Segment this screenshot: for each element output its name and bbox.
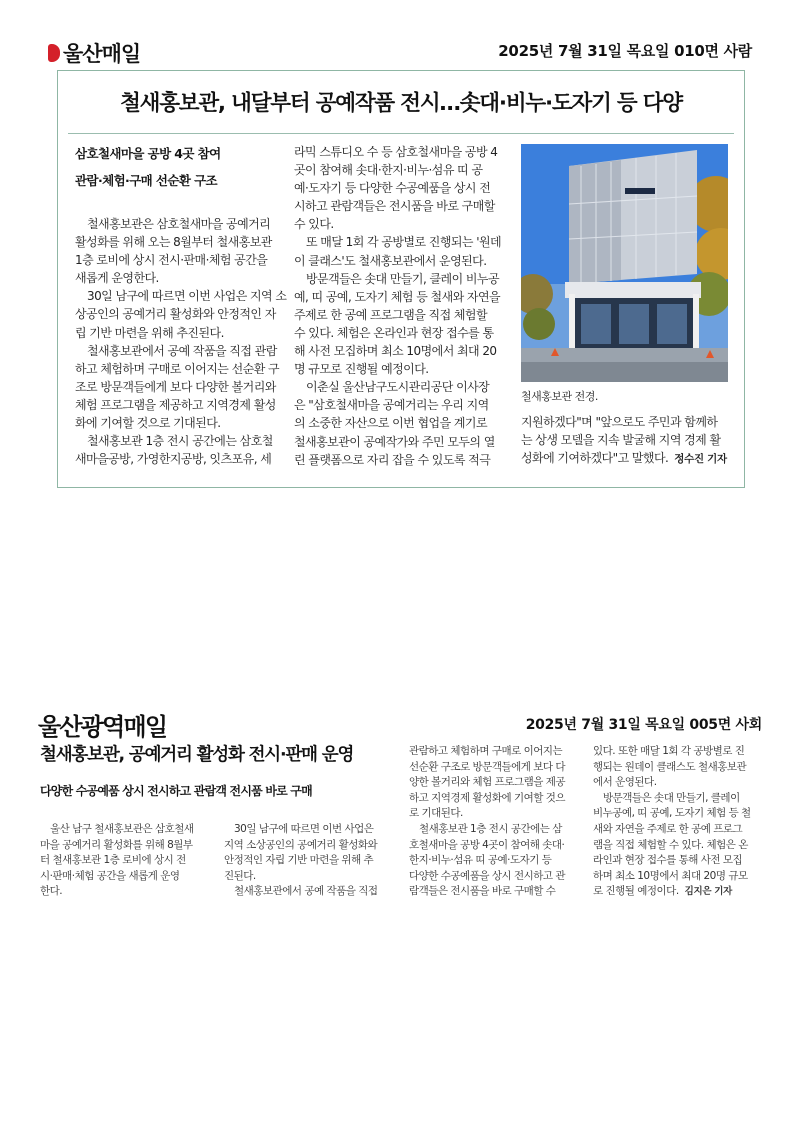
text-line: 철새홍보관 1층 전시 공간에는 삼호철 xyxy=(87,434,273,449)
headline-divider xyxy=(68,133,734,134)
subheadline-1: 삼호철새마을 공방 4곳 참여 xyxy=(75,146,221,161)
article2-column-2 xyxy=(224,822,396,904)
text-line: 조로 방문객들에게 보다 다양한 볼거리와 xyxy=(75,379,276,394)
text-line: 30일 남구에 따르면 이번 사업은 xyxy=(234,823,374,835)
text-line: 에서 운영된다. xyxy=(593,776,657,789)
text-line: 상공인의 공예거리 활성화와 안정적인 자 xyxy=(75,307,276,322)
text-line: 곳이 참여해 솟대·한지·비누·섬유 띠 공 xyxy=(294,163,483,178)
text-line: 방문객들은 솟대 만들기, 클레이 xyxy=(603,791,740,804)
clipping-1-header xyxy=(48,38,752,64)
text-line: 로 기대된다. xyxy=(409,807,463,820)
text-line: 한지·비누·섬유 띠 공예·도자기 등 xyxy=(409,854,552,867)
text-line-end: 로 진행될 예정이다. xyxy=(593,885,679,898)
text-line: 울산 남구 철새홍보관은 삼호철새 xyxy=(50,823,194,835)
text-line: 새마을공방, 가영한지공방, 잇츠포유, 세 xyxy=(75,452,272,467)
text-line: 램을 직접 체험할 수 있다. 체험은 온 xyxy=(593,838,748,851)
text-line: 진된다. xyxy=(224,869,256,882)
text-line: 람객들은 전시품을 바로 구매할 수 xyxy=(409,885,556,898)
article2-column-1 xyxy=(40,822,212,904)
newspaper-logo-ulsan-maeil xyxy=(48,38,140,68)
text-line: 화에 기여할 것으로 기대된다. xyxy=(75,416,221,431)
text-line: 라믹 스튜디오 수 등 삼호철새마을 공방 4 xyxy=(294,145,498,159)
byline: 정수진 기자 xyxy=(674,453,727,466)
text-line: 관람하고 체험하며 구매로 이어지는 xyxy=(409,745,563,757)
text-line: 시하고 관람객들은 전시품을 바로 구매할 xyxy=(294,199,495,214)
publication-date-line-2: 2025년 7월 31일 목요일 005면 사회 xyxy=(525,717,762,733)
text-line: 하고 지역경제 활성화에 기여할 것으 xyxy=(409,791,565,804)
text-line: 의 소중한 자산으로 이번 협업을 계기로 xyxy=(294,416,487,431)
building-photo-illustration xyxy=(521,144,728,382)
text-line xyxy=(521,449,739,468)
text-line: 지원하겠다"며 "앞으로도 주민과 함께하 xyxy=(521,415,718,429)
text-line-end: 성화에 기여하겠다"고 말했다. xyxy=(521,451,669,466)
text-line: 시·판매·체험 공간을 새롭게 운영 xyxy=(40,869,180,882)
text-line: 30일 남구에 따르면 이번 사업은 지역 소 xyxy=(87,289,287,304)
text-line: 수 있다. 체험은 온라인과 현장 접수를 통 xyxy=(294,325,494,340)
article-column-1 xyxy=(75,215,290,481)
text-line: 행되는 원데이 클래스도 철새홍보관 xyxy=(593,760,747,773)
text-line: 있다. 또한 매달 1회 각 공방별로 진 xyxy=(593,745,745,757)
text-line: 선순환 구조로 방문객들에게 보다 다 xyxy=(409,760,565,773)
text-line: 주제로 한 공예 프로그램을 직접 체험할 xyxy=(294,307,487,322)
text-line: 해 사전 모집하며 최소 10명에서 최대 20 xyxy=(294,344,497,359)
text-line: 새와 자연을 주제로 한 공예 프로그 xyxy=(593,822,743,835)
text-line: 체험 프로그램을 제공하고 지역경제 활성 xyxy=(75,397,276,412)
text-line: 양한 볼거리와 체험 프로그램을 제공 xyxy=(409,776,565,789)
text-line: 1층 로비에 상시 전시·판매·체험 공간을 xyxy=(75,253,268,268)
text-line: 마을 공예거리 활성화를 위해 8월부 xyxy=(40,838,193,851)
text-line xyxy=(593,884,765,900)
text-line: 명 규모로 진행될 예정이다. xyxy=(294,362,429,377)
text-line: 철새홍보관에서 공예 작품을 직접 xyxy=(234,885,378,898)
text-line: 새롭게 운영한다. xyxy=(75,271,159,286)
text-line: 철새홍보관은 삼호철새마을 공예거리 xyxy=(87,217,271,231)
text-line: 지역 소상공인의 공예거리 활성화와 xyxy=(224,838,378,851)
article-column-3 xyxy=(521,413,739,473)
text-line: 예, 띠 공예, 도자기 체험 등 철새와 자연을 xyxy=(294,289,501,304)
headline: 철새홍보관, 내달부터 공예작품 전시…솟대·비누·도자기 등 다양 xyxy=(120,91,682,116)
headline-2: 철새홍보관, 공예거리 활성화 전시·판매 운영 xyxy=(40,745,354,765)
text-line: 비누공예, 띠 공예, 도자기 체험 등 철 xyxy=(593,807,751,820)
subheadline-2: 관람·체험·구매 선순환 구조 xyxy=(75,173,218,188)
text-line: 터 철새홍보관 1층 로비에 상시 전 xyxy=(40,854,186,867)
article2-column-3 xyxy=(409,744,581,904)
text-line: 철새홍보관 1층 전시 공간에는 삼 xyxy=(419,822,562,835)
text-line: 은 "삼호철새마을 공예거리는 우리 지역 xyxy=(294,398,489,413)
text-line: 린 플랫폼으로 자리 잡을 수 있도록 적극 xyxy=(294,452,491,467)
text-line: 다양한 수공예품을 상시 전시하고 관 xyxy=(409,869,565,882)
text-line: 는 상생 모델을 지속 발굴해 지역 경제 활 xyxy=(521,433,721,448)
text-line: 호철새마을 공방 4곳이 참여해 솟대· xyxy=(409,838,565,851)
logo-mark-icon xyxy=(48,42,61,64)
text-line: 방문객들은 솟대 만들기, 클레이 비누공 xyxy=(306,271,499,286)
article2-column-4 xyxy=(593,744,765,904)
text-line: 이 클래스'도 철새홍보관에서 운영된다. xyxy=(294,253,487,268)
text-line: 라인과 현장 접수를 통해 사전 모집 xyxy=(593,854,743,867)
text-line: 하며 최소 10명에서 최대 20명 규모 xyxy=(593,869,748,882)
text-line: 안정적인 자립 기반 마련을 위해 추 xyxy=(224,854,374,867)
text-line: 립 기반 마련을 위해 추진된다. xyxy=(75,325,224,340)
logo-text: 울산매일 xyxy=(63,42,141,66)
text-line: 이춘실 울산남구도시관리공단 이사장 xyxy=(306,380,490,395)
text-line: 철새홍보관에서 공예 작품을 직접 관람 xyxy=(87,343,277,358)
newspaper-logo-ulsan-gwangyeok-maeil: 울산광역매일 xyxy=(38,713,167,741)
subheadline-2: 다양한 수공예품 상시 전시하고 관람객 전시품 바로 구매 xyxy=(40,784,312,798)
text-line: 한다. xyxy=(40,885,63,898)
text-line: 철새홍보관이 공예작가와 주민 모두의 열 xyxy=(294,434,495,449)
text-line: 또 매달 1회 각 공방별로 진행되는 '원데 xyxy=(306,235,502,250)
building-photo xyxy=(521,144,728,382)
text-line: 예·도자기 등 다양한 수공예품을 상시 전 xyxy=(294,181,491,196)
publication-date-line: 2025년 7월 31일 목요일 010면 사람 xyxy=(498,42,752,60)
photo-caption: 철새홍보관 전경. xyxy=(521,390,598,403)
text-line: 수 있다. xyxy=(294,217,334,232)
article-column-2 xyxy=(294,143,512,483)
article-box xyxy=(57,70,745,488)
byline-2: 김지은 기자 xyxy=(684,886,733,898)
text-line: 하고 체험하며 구매로 이어지는 선순환 구 xyxy=(75,361,280,376)
text-line: 활성화를 위해 오는 8월부터 철새홍보관 xyxy=(75,235,272,250)
